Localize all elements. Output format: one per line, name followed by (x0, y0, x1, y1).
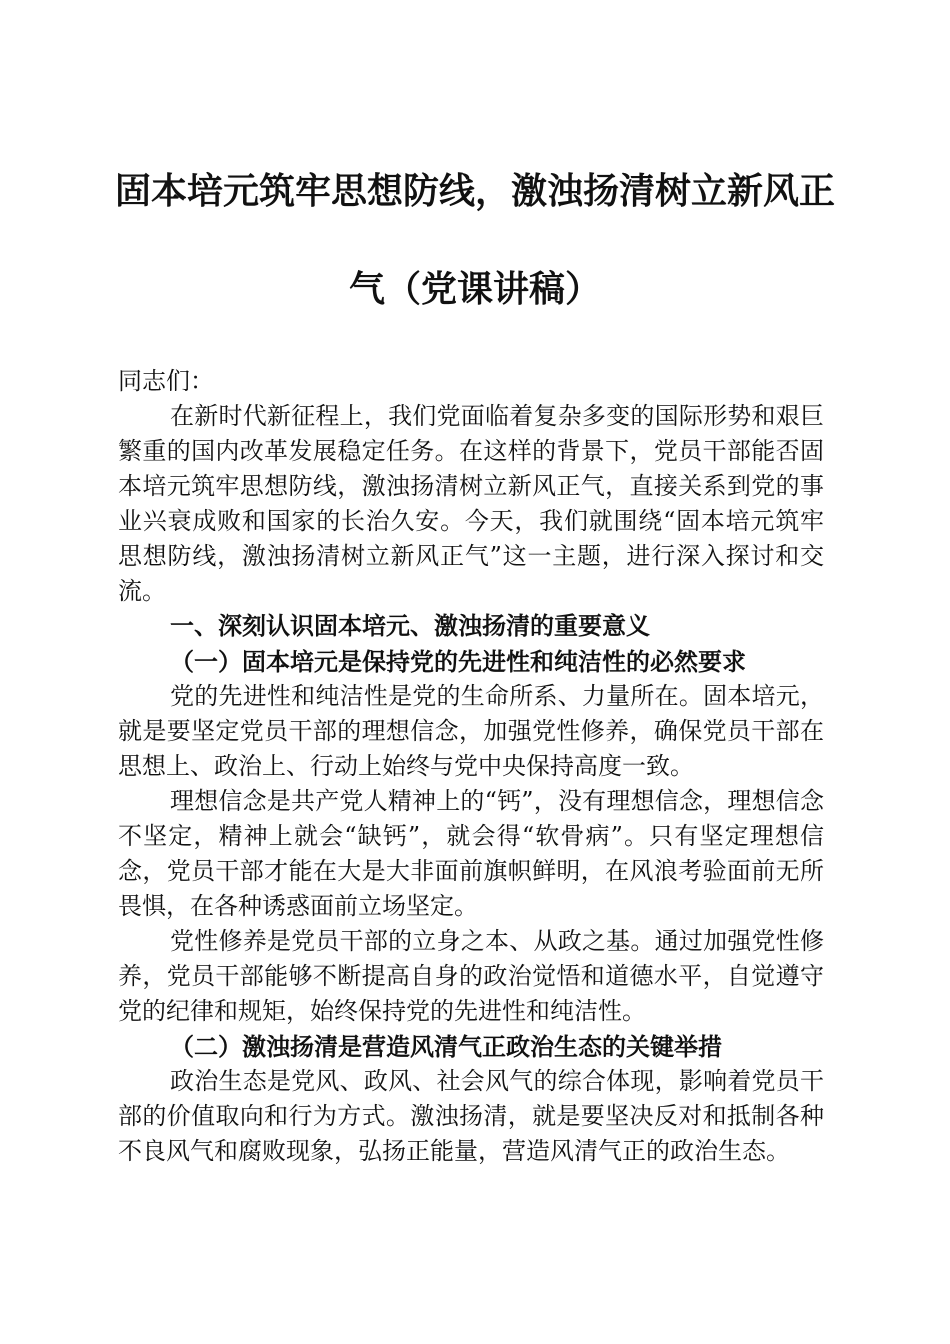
document-title-line-1: 固本培元筑牢思想防线，激浊扬清树立新风正 (114, 171, 835, 212)
subsection-1-paragraph-2: 理想信念是共产党人精神上的“钙”，没有理想信念，理想信念不坚定，精神上就会“缺钙”，就会得“软骨病”。只有坚定理想信念，党员干部才能在大是大非面前旗帜鲜明，在风浪考验面前无所畏惧，在各种诱惑面前立场坚定。 (118, 787, 824, 920)
salutation: 同志们： (118, 367, 214, 395)
intro-paragraph: 在新时代新征程上，我们党面临着复杂多变的国际形势和艰巨繁重的国内改革发展稳定任务。在这样的背景下，党员干部能否固本培元筑牢思想防线，激浊扬清树立新风正气，直接关系到党的事业兴衰成败和国家的长治久安。今天，我们就围绕“固本培元筑牢思想防线，激浊扬清树立新风正气”这一主题，进行深入探讨和交流。 (118, 402, 824, 605)
document-title-line-2: 气（党课讲稿） (348, 269, 601, 310)
section-1-heading: 一、深刻认识固本培元、激浊扬清的重要意义 (170, 612, 650, 640)
document-body (118, 364, 824, 1169)
subsection-1-heading: （一）固本培元是保持党的先进性和纯洁性的必然要求 (170, 647, 746, 676)
subsection-1-paragraph-3: 党性修养是党员干部的立身之本、从政之基。通过加强党性修养，党员干部能够不断提高自身的政治觉悟和道德水平，自觉遵守党的纪律和规矩，始终保持党的先进性和纯洁性。 (118, 927, 824, 1025)
subsection-2-paragraph-1: 政治生态是党风、政风、社会风气的综合体现，影响着党员干部的价值取向和行为方式。激浊扬清，就是要坚决反对和抵制各种不良风气和腐败现象，弘扬正能量，营造风清气正的政治生态。 (118, 1067, 824, 1165)
subsection-2-heading: （二）激浊扬清是营造风清气正政治生态的关键举措 (170, 1032, 722, 1061)
subsection-1-paragraph-1: 党的先进性和纯洁性是党的生命所系、力量所在。固本培元，就是要坚定党员干部的理想信念，加强党性修养，确保党员干部在思想上、政治上、行动上始终与党中央保持高度一致。 (118, 682, 824, 780)
